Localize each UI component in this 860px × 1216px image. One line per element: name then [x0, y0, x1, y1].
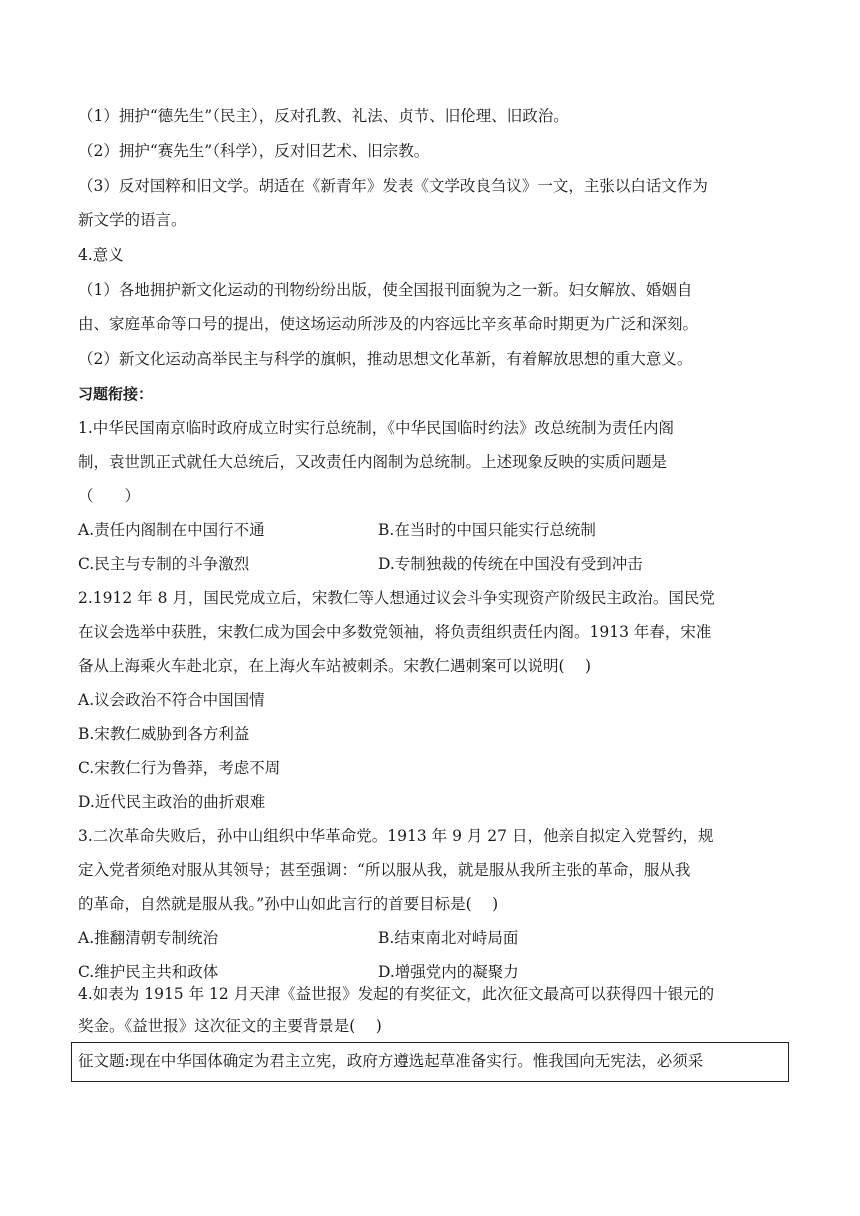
paragraph-literature-2: 新文学的语言。 — [78, 211, 187, 229]
question-1-line-2: 制，袁世凯正式就任大总统后，又改责任内阁制为总统制。上述现象反映的实质问题是 — [78, 453, 668, 471]
paragraph-democracy: （1）拥护“德先生”（民主），反对孔教、礼法、贞节、旧伦理、旧政治。 — [78, 107, 569, 125]
question-2-line-3: 备从上海乘火车赴北京，在上海火车站被刺杀。宋教仁遇刺案可以说明( ) — [78, 657, 592, 675]
question-2-line-1: 2.1912 年 8 月，国民党成立后，宋教仁等人想通过议会斗争实现资产阶级民主政治。国民党 — [78, 589, 715, 607]
question-1-option-b: B.在当时的中国只能实行总统制 — [378, 521, 596, 539]
question-3-line-2: 定入党者须绝对服从其领导；甚至强调：“所以服从我，就是服从我所主张的革命，服从我 — [78, 861, 691, 879]
question-2-line-2: 在议会选举中获胜，宋教仁成为国会中多数党领袖，将负责组织责任内阁。1913 年春，宋准 — [78, 623, 712, 641]
question-1-option-a: A.责任内阁制在中国行不通 — [78, 521, 265, 539]
question-1-blank: （ ） — [78, 487, 141, 505]
question-2-option-a: A.议会政治不符合中国国情 — [78, 691, 265, 709]
paragraph-literature-1: （3）反对国粹和旧文学。胡适在《新青年》发表《文学改良刍议》一文，主张以白话文作为 — [78, 177, 708, 195]
section-heading-significance: 4.意义 — [78, 246, 124, 264]
question-4-line-2: 奖金。《益世报》这次征文的主要背景是( ) — [78, 1017, 382, 1035]
question-3-option-d: D.增强党内的凝聚力 — [378, 963, 519, 981]
question-2-option-b: B.宋教仁威胁到各方利益 — [78, 725, 250, 743]
question-1-line-1: 1.中华民国南京临时政府成立时实行总统制，《中华民国临时约法》改总统制为责任内阁 — [78, 419, 675, 437]
paragraph-significance-1b: 由、家庭革命等口号的提出，使这场运动所涉及的内容远比辛亥革命时期更为广泛和深刻。 — [78, 315, 699, 333]
question-4-line-1: 4.如表为 1915 年 12 月天津《益世报》发起的有奖征文，此次征文最高可以获得四十银元的 — [78, 985, 715, 1003]
essay-table — [71, 1042, 789, 1082]
question-3-option-c: C.维护民主共和政体 — [78, 963, 219, 981]
paragraph-science: （2）拥护“赛先生”（科学），反对旧艺术、旧宗教。 — [78, 142, 430, 160]
question-3-option-b: B.结束南北对峙局面 — [378, 929, 519, 947]
paragraph-significance-1a: （1）各地拥护新文化运动的刊物纷纷出版，使全国报刊面貌为之一新。妇女解放、婚姻自 — [78, 281, 693, 299]
question-3-line-1: 3.二次革命失败后，孙中山组织中华革命党。1913 年 9 月 27 日，他亲自拟定入党誓约，规 — [78, 827, 714, 845]
essay-table-text: 征文题:现在中华国体确定为君主立宪，政府方遵选起草准备实行。惟我国向无宪法，必须采 — [78, 1052, 704, 1070]
question-1-option-c: C.民主与专制的斗争激烈 — [78, 555, 250, 573]
exercise-heading: 习题衔接： — [78, 385, 154, 403]
question-3-line-3: 的革命，自然就是服从我。”孙中山如此言行的首要目标是( ) — [78, 895, 499, 913]
paragraph-significance-2: （2）新文化运动高举民主与科学的旗帜，推动思想文化革新，有着解放思想的重大意义。 — [78, 350, 693, 368]
question-2-option-d: D.近代民主政治的曲折艰难 — [78, 793, 266, 811]
question-1-option-d: D.专制独裁的传统在中国没有受到冲击 — [378, 555, 643, 573]
question-2-option-c: C.宋教仁行为鲁莽，考虑不周 — [78, 759, 281, 777]
question-3-option-a: A.推翻清朝专制统治 — [78, 929, 219, 947]
